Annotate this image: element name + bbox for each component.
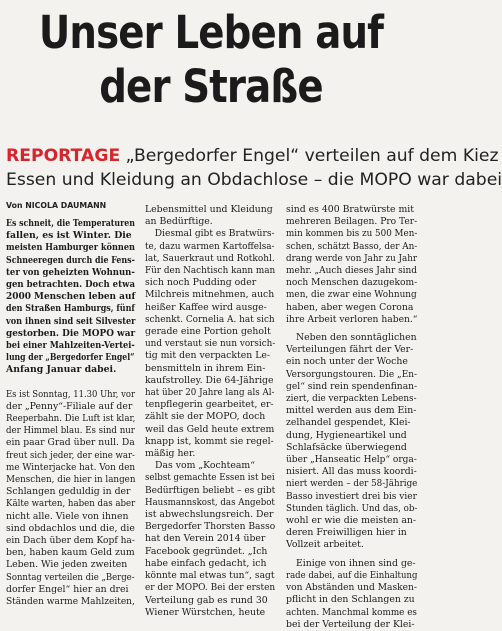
text-line: Milchreis mitnehmen, auch [145, 289, 275, 301]
text-line: Wiener Würstchen, heute [145, 606, 266, 618]
headline-line: der Straße [99, 60, 323, 113]
text-line: niert werden – der 58-Jährige [286, 478, 418, 490]
text-line: Das vom „Kochteam“ [155, 460, 255, 472]
text-line: dung, Hygieneartikel und [286, 429, 407, 441]
text-line: zählt sie der MOPO, doch [145, 411, 266, 423]
text-line: freut sich jeder, der eine war- [6, 449, 135, 461]
text-line: Ständen warme Mahlzeiten, [6, 596, 135, 608]
text-line: Menschen, die hier in langen [6, 474, 136, 486]
text-line: von Abständen und Masken- [286, 582, 417, 594]
text-line: Lebensmittel und Kleidung [145, 204, 273, 215]
text-line: sind obdachlos und die, die [6, 522, 135, 534]
article-headline [30, 6, 393, 114]
text-line: heißer Kaffee wird ausge- [145, 301, 267, 313]
text-line: ein noch unter der Woche [286, 356, 408, 368]
text-line: lat, Sauerkraut und Rotkohl. [145, 252, 275, 264]
text-line: schenkt. Cornelia A. hat sich [145, 313, 275, 325]
text-line: schen, schätzt Basso, der An- [286, 240, 418, 252]
text-line: deren Freiwilligen hier in [286, 527, 407, 539]
text-line: selbst gemachte Essen ist bei [145, 472, 275, 484]
text-line: Einige von ihnen sind ge- [296, 557, 416, 569]
text-line: von ihnen sind seit Silvester [6, 315, 136, 327]
text-line: Bedürftigen beliebt – es gibt [145, 484, 276, 496]
text-line: über „Hanseatic Help“ orga- [286, 454, 417, 466]
text-line: ihre Arbeit verloren haben.“ [286, 313, 418, 325]
text-line: mittel werden aus dem Ein- [286, 405, 417, 417]
text-line: bei einer Mahlzeiten-Vertei- [6, 340, 135, 352]
text-line: tenpflegerin gearbeitet, er- [145, 399, 274, 411]
text-line: mehreren Beilagen. Pro Ter- [286, 216, 418, 228]
text-line: drang werde von Jahr zu Jahr [286, 252, 418, 264]
headline-line: Unser Leben auf [38, 6, 384, 59]
text-line: der „Penny“-Filiale auf der [6, 400, 133, 412]
deck-line1-text: „Bergedorfer Engel“ verteilen auf dem Kiez [120, 146, 499, 166]
text-line: ist abwechslungsreich. Der [145, 509, 274, 521]
text-line: lung der „Bergedorfer Engel“ [6, 352, 135, 364]
text-line: ein Dach über dem Kopf ha- [6, 535, 135, 547]
text-line: er der MOPO. Bei der ersten [145, 582, 276, 594]
text-line: Basso investiert drei bis vier [286, 490, 417, 502]
text-line: Sonntag verteilen die „Berge- [6, 571, 135, 583]
text-line: Versorgungstouren. Die „En- [286, 368, 418, 380]
text-column-1 [6, 218, 135, 608]
deck-line: Essen und Kleidung an Obdachlose – die MOPO war dabei [6, 170, 502, 190]
section-kicker: REPORTAGE [6, 146, 121, 166]
text-line: te, dazu warmen Kartoffelsa- [145, 240, 275, 252]
text-line: achten. Manchmal komme es [286, 606, 417, 618]
text-line: Schneeregen durch die Fens- [6, 254, 135, 266]
text-line: Es schneit, die Temperaturen [6, 218, 135, 229]
text-line: Stunden täglich. Und das, ob- [286, 502, 418, 514]
text-column-2 [145, 204, 275, 619]
text-line: Neben den sonntäglichen [296, 332, 417, 344]
text-line: nisiert. All das muss koordi- [286, 466, 417, 478]
text-line: knapp ist, kommt sie regel- [145, 435, 274, 447]
deck-line [6, 144, 499, 168]
text-line: men, die zwar eine Wohnung [286, 289, 417, 301]
text-line: Für den Nachtisch kann man [145, 265, 276, 277]
text-line: Diesmal gibt es Bratwürs- [154, 228, 275, 240]
paragraph-gap [6, 377, 135, 389]
text-line: Facebook gegründet. „Ich [145, 545, 268, 557]
text-line: min kommen bis zu 500 Men- [286, 228, 418, 240]
text-line: me Winterjacke hat. Von den [6, 461, 136, 473]
text-line: Reeperbahn. Die Luft ist klar, [6, 413, 136, 425]
text-line: den Straßen Hamburgs, fünf [6, 303, 135, 315]
text-line: fallen, es ist Winter. Die [6, 230, 132, 242]
text-line: noch Menschen dazugekom- [286, 277, 418, 289]
text-line: gestorben. Die MOPO war [6, 327, 136, 339]
text-line: gel“ sind rein spendenfinan- [286, 380, 418, 392]
text-line: Bergedorfer Thorsten Basso [145, 521, 276, 533]
text-line: Hausmannskost, das Angebot [145, 496, 275, 508]
text-line: Anfang Januar dabei. [6, 364, 117, 376]
text-line: ben, haben kaum Geld zum [6, 547, 135, 559]
article-deck [6, 144, 502, 192]
text-line: habe einfach gedacht, ich [145, 557, 267, 569]
text-line: meisten Hamburger können [6, 242, 135, 254]
lead-paragraph [6, 218, 135, 377]
text-line: gen betrachten. Doch etwa [6, 279, 135, 291]
text-line: ziert, die verpackten Lebens- [286, 393, 417, 405]
text-line: dorfer Engel“ hier an drei [6, 583, 129, 595]
text-line: tig mit den verpackten Le- [145, 350, 271, 362]
text-column-3 [286, 204, 417, 631]
text-line: sind es 400 Bratwürste mit [286, 204, 415, 215]
text-line: der Himmel blau. Es sind nur [6, 425, 135, 437]
text-line: pflicht in den Schlangen zu [286, 594, 415, 606]
text-line: und verstaut sie nun vorsich- [145, 338, 276, 350]
text-line: Vollzeit arbeitet. [286, 539, 364, 551]
text-line: bensmitteln in ihrem Ein- [145, 362, 266, 374]
text-line: 2000 Menschen leben auf [6, 291, 136, 303]
text-line: nicht alle. Viele von ihnen [6, 510, 129, 522]
text-line: an Bedürftige. [145, 216, 213, 228]
text-line: rade dabei, auf die Einhaltung [286, 569, 418, 581]
text-line: zelhandel gespendet, Klei- [286, 417, 411, 429]
text-line: mäßig her. [145, 448, 196, 460]
text-line: hat über 20 Jahre lang als Al- [145, 387, 275, 399]
byline: Von NICOLA DAUMANN [6, 201, 107, 210]
text-line: haben, aber wegen Corona [286, 301, 414, 313]
text-line: Schlafsäcke überwiegend [286, 441, 407, 453]
text-line: Kälte warten, haben das aber [6, 498, 136, 510]
text-line: ter von geheizten Wohnun- [6, 266, 135, 278]
text-line: Schlangen geduldig in der [6, 486, 131, 498]
text-line: gerade eine Portion geholt [145, 326, 271, 338]
text-line: Es ist Sonntag, 11.30 Uhr, vor [6, 388, 135, 400]
text-line: Leben. Wie jeden zweiten [6, 559, 128, 571]
text-line: sich noch Pudding oder [145, 277, 257, 289]
text-line: hat den Verein 2014 über [145, 533, 266, 545]
text-line: Verteilung gab es rund 30 [145, 594, 268, 606]
text-line: könnte mal etwas tun“, sagt [145, 570, 275, 582]
text-line: weil das Geld heute extrem [145, 423, 275, 435]
text-line: ein paar Grad über null. Da [6, 437, 135, 449]
text-line: mehr. „Auch dieses Jahr sind [286, 265, 418, 277]
text-line: kaufstrolley. Die 64-Jährige [145, 374, 274, 386]
text-line: wohl er wie die meisten an- [286, 515, 417, 527]
body-paragraph [6, 389, 135, 609]
text-line: Verteilungen fährt der Ver- [286, 344, 414, 356]
text-line: bei der Verteilung der Klei- [286, 618, 415, 630]
